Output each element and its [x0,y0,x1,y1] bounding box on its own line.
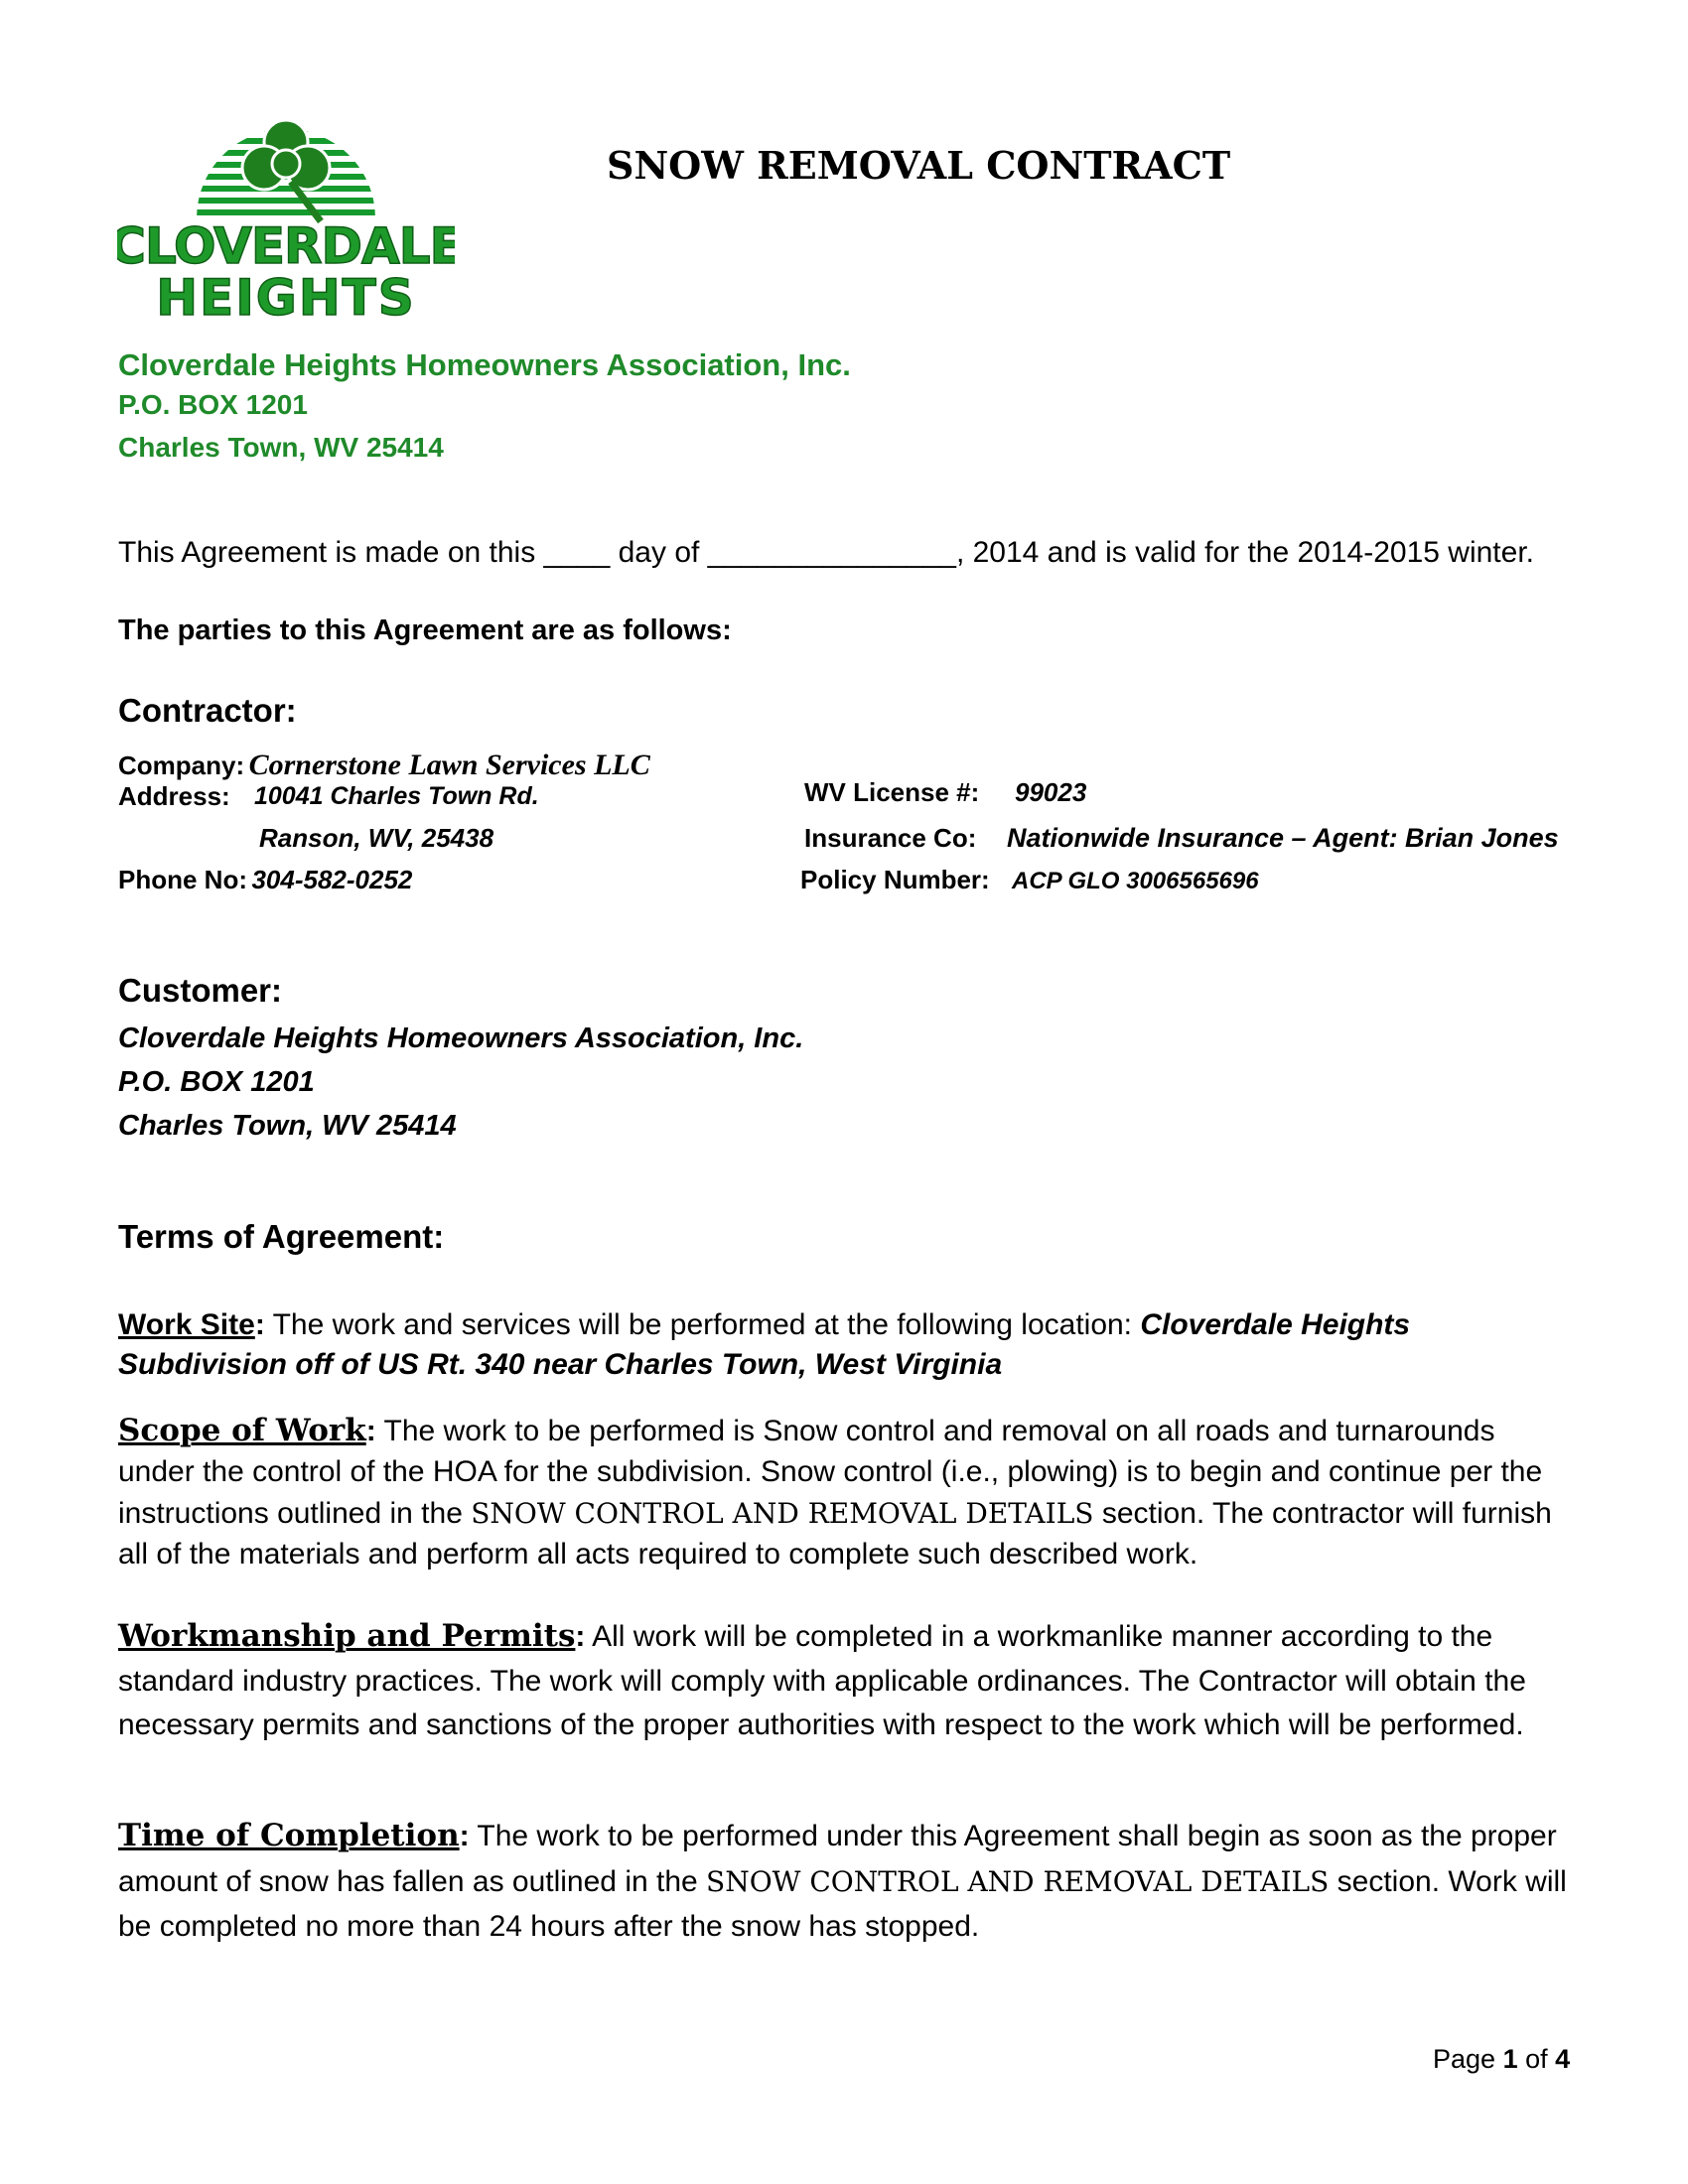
page-of-word: of [1525,2044,1548,2074]
agreement-intro: This Agreement is made on this ____ day of _______________, 2014 and is valid for the 2014-2015 winter. [118,536,1534,569]
completion-colon: : [459,1820,470,1852]
work-site-paragraph [118,1305,1568,1384]
address-line2: Ranson, WV, 25438 [259,823,494,853]
customer-name: Cloverdale Heights Homeowners Association, Inc. [118,1023,804,1054]
document-title: SNOW REMOVAL CONTRACT [607,143,1231,188]
customer-box: P.O. BOX 1201 [118,1066,315,1098]
address-label: Address: [118,781,230,811]
completion-text1: The work to be performed under this Agreement shall begin as soon as the proper amount of snow has fallen as outlined in the [118,1820,1557,1898]
completion-paragraph [118,1813,1568,1949]
page-number [1433,2044,1570,2075]
terms-heading: Terms of Agreement: [118,1218,445,1255]
completion-text2: section. Work will be completed no more than 24 hours after the snow has stopped. [118,1864,1567,1943]
customer-city: Charles Town, WV 25414 [118,1110,457,1142]
work-site-location: Cloverdale Heights Subdivision off of US Rt. 340 near Charles Town, West Virginia [118,1308,1411,1381]
page-word: Page [1433,2044,1496,2074]
scope-paragraph [118,1410,1568,1574]
scope-ref: SNOW CONTROL AND REMOVAL DETAILS [471,1496,1094,1530]
work-site-label: Work Site [118,1308,255,1341]
contractor-company [118,749,650,782]
scope-label: Scope of Work [118,1413,366,1448]
company-label: Company: [118,751,245,780]
license-value: 99023 [1015,777,1087,807]
hoa-name: Cloverdale Heights Homeowners Association, Inc. [118,347,851,382]
policy-label: Policy Number: [800,865,990,894]
address-line1: 10041 Charles Town Rd. [254,782,539,810]
hoa-city: Charles Town, WV 25414 [118,432,444,463]
scope-text1: The work to be performed is Snow control and removal on all roads and turnarounds under the control of the HOA for the subdivision. Snow control (i.e., plowing) is to begin and continue per the instructions outlined in the [118,1415,1543,1530]
insurance-label: Insurance Co: [804,823,977,853]
license-label: WV License #: [804,777,980,807]
contractor-phone [118,865,412,895]
workmanship-label: Workmanship and Permits [118,1618,576,1654]
workmanship-paragraph [118,1614,1568,1748]
work-site-colon: : [254,1308,265,1341]
contractor-heading: Contractor: [118,692,297,729]
parties-heading: The parties to this Agreement are as follows: [118,614,732,646]
workmanship-text: All work will be completed in a workmanlike manner according to the standard industry practices. The work will comply with applicable ordinances. The Contractor will obtain the necessary permits and sanctions of the proper authorities with respect to the work which will be performed. [118,1620,1526,1742]
phone-value: 304-582-0252 [251,865,413,894]
hoa-box: P.O. BOX 1201 [118,389,308,420]
completion-label: Time of Completion [118,1818,460,1853]
clover-logo-graphic [117,104,455,328]
logo [117,104,455,328]
scope-colon: : [365,1415,376,1447]
work-site-text: The work and services will be performed at the following location: [264,1308,1141,1341]
page-current: 1 [1502,2044,1518,2074]
workmanship-colon: : [575,1620,586,1653]
logo-line1: CLOVERDALE [117,217,455,275]
policy-value: ACP GLO 3006565696 [1012,868,1259,894]
completion-ref: SNOW CONTROL AND REMOVAL DETAILS [706,1864,1330,1898]
customer-heading: Customer: [118,972,283,1009]
logo-line2: HEIGHTS [156,269,416,327]
phone-label: Phone No: [118,865,247,894]
scope-text2: section. The contractor will furnish all of the materials and perform all acts required to complete such described work. [118,1496,1552,1570]
company-value: Cornerstone Lawn Services LLC [248,749,650,781]
insurance-value: Nationwide Insurance – Agent: Brian Jones [1007,823,1559,853]
page-total: 4 [1555,2044,1571,2074]
